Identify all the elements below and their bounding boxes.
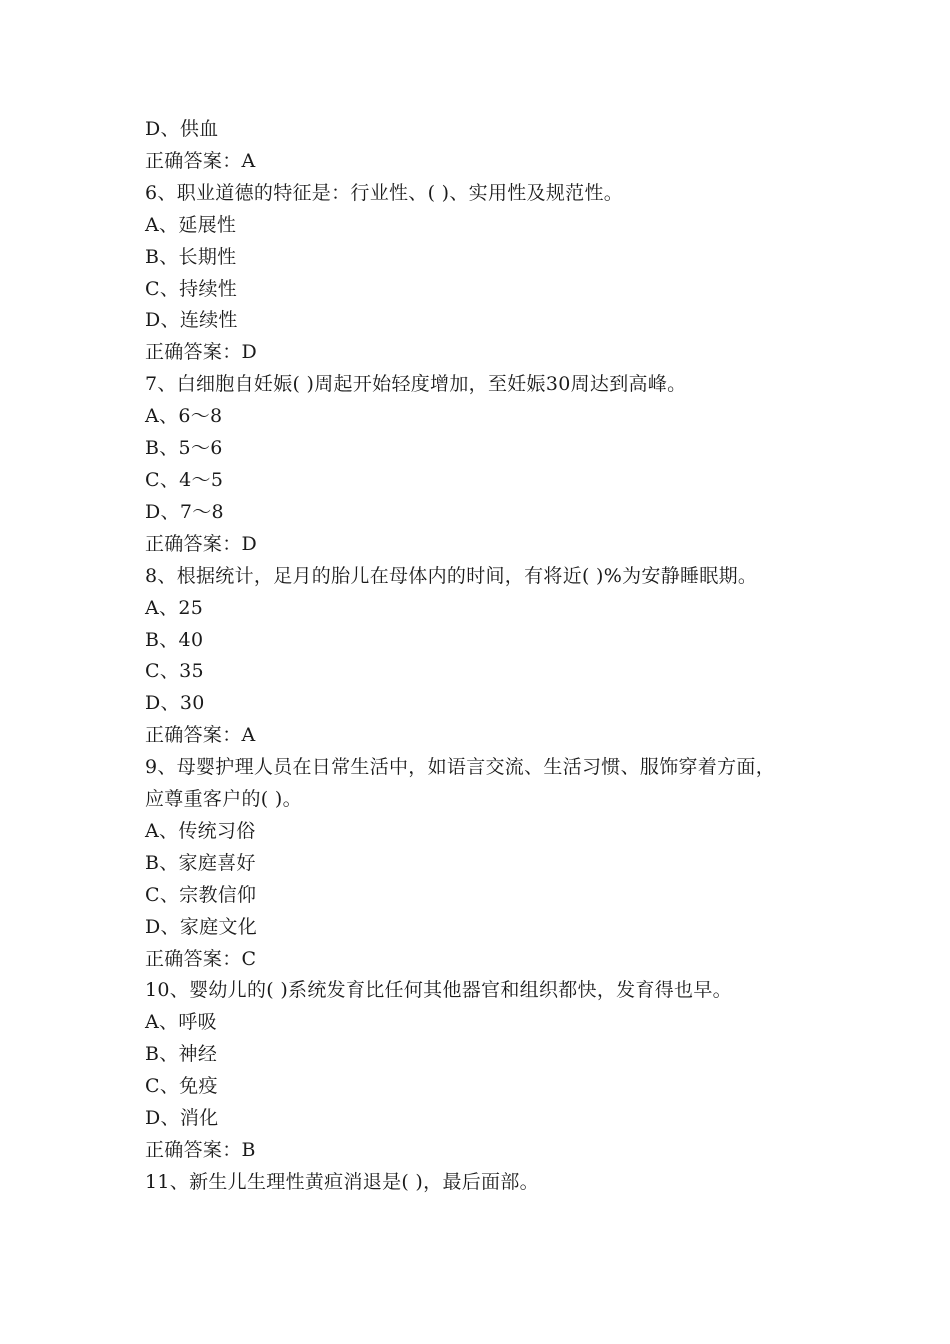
option-d: D、家庭文化: [145, 915, 258, 938]
option-b: B、家庭喜好: [145, 851, 256, 874]
option-a: A、延展性: [145, 213, 237, 236]
answer-line: 正确答案：D: [145, 532, 258, 555]
option-d: D、消化: [145, 1107, 219, 1130]
option-b: B、40: [145, 628, 204, 651]
option-d: D、供血: [145, 118, 219, 140]
option-c: C、35: [145, 660, 204, 683]
option-d: D、连续性: [145, 309, 238, 332]
question-7: 7、白细胞自妊娠( )周起开始轻度增加，至妊娠30周达到高峰。: [145, 373, 687, 396]
question-10: 10、婴幼儿的( )系统发育比任何其他器官和组织都快，发育得也早。: [145, 979, 732, 1002]
option-b: B、5～6: [145, 437, 223, 460]
question-11: 11、新生儿生理性黄疸消退是( )，最后面部。: [145, 1170, 539, 1193]
option-a: A、6～8: [145, 405, 223, 428]
answer-line: 正确答案：D: [145, 341, 258, 364]
option-c: C、宗教信仰: [145, 883, 257, 906]
option-b: B、神经: [145, 1043, 218, 1066]
answer-line: 正确答案：A: [145, 149, 256, 172]
option-a: A、25: [145, 596, 204, 619]
option-c: C、持续性: [145, 277, 238, 300]
answer-line: 正确答案：B: [145, 1139, 256, 1161]
option-a: A、呼吸: [145, 1011, 217, 1034]
document-body: [145, 114, 825, 1199]
option-b: B、长期性: [145, 245, 237, 268]
answer-line: 正确答案：C: [145, 947, 257, 970]
question-9-continued: 应尊重客户的( )。: [145, 788, 302, 811]
option-c: C、4～5: [145, 468, 224, 491]
question-8: 8、根据统计，足月的胎儿在母体内的时间，有将近( )%为安静睡眠期。: [145, 564, 758, 587]
question-9: 9、母婴护理人员在日常生活中，如语言交流、生活习惯、服饰穿着方面，: [145, 756, 775, 779]
option-d: D、30: [145, 692, 205, 715]
option-a: A、传统习俗: [145, 819, 256, 842]
answer-line: 正确答案：A: [145, 724, 256, 747]
option-d: D、7～8: [145, 500, 224, 523]
option-c: C、免疫: [145, 1075, 218, 1098]
question-6: 6、职业道德的特征是：行业性、( )、实用性及规范性。: [145, 181, 624, 204]
